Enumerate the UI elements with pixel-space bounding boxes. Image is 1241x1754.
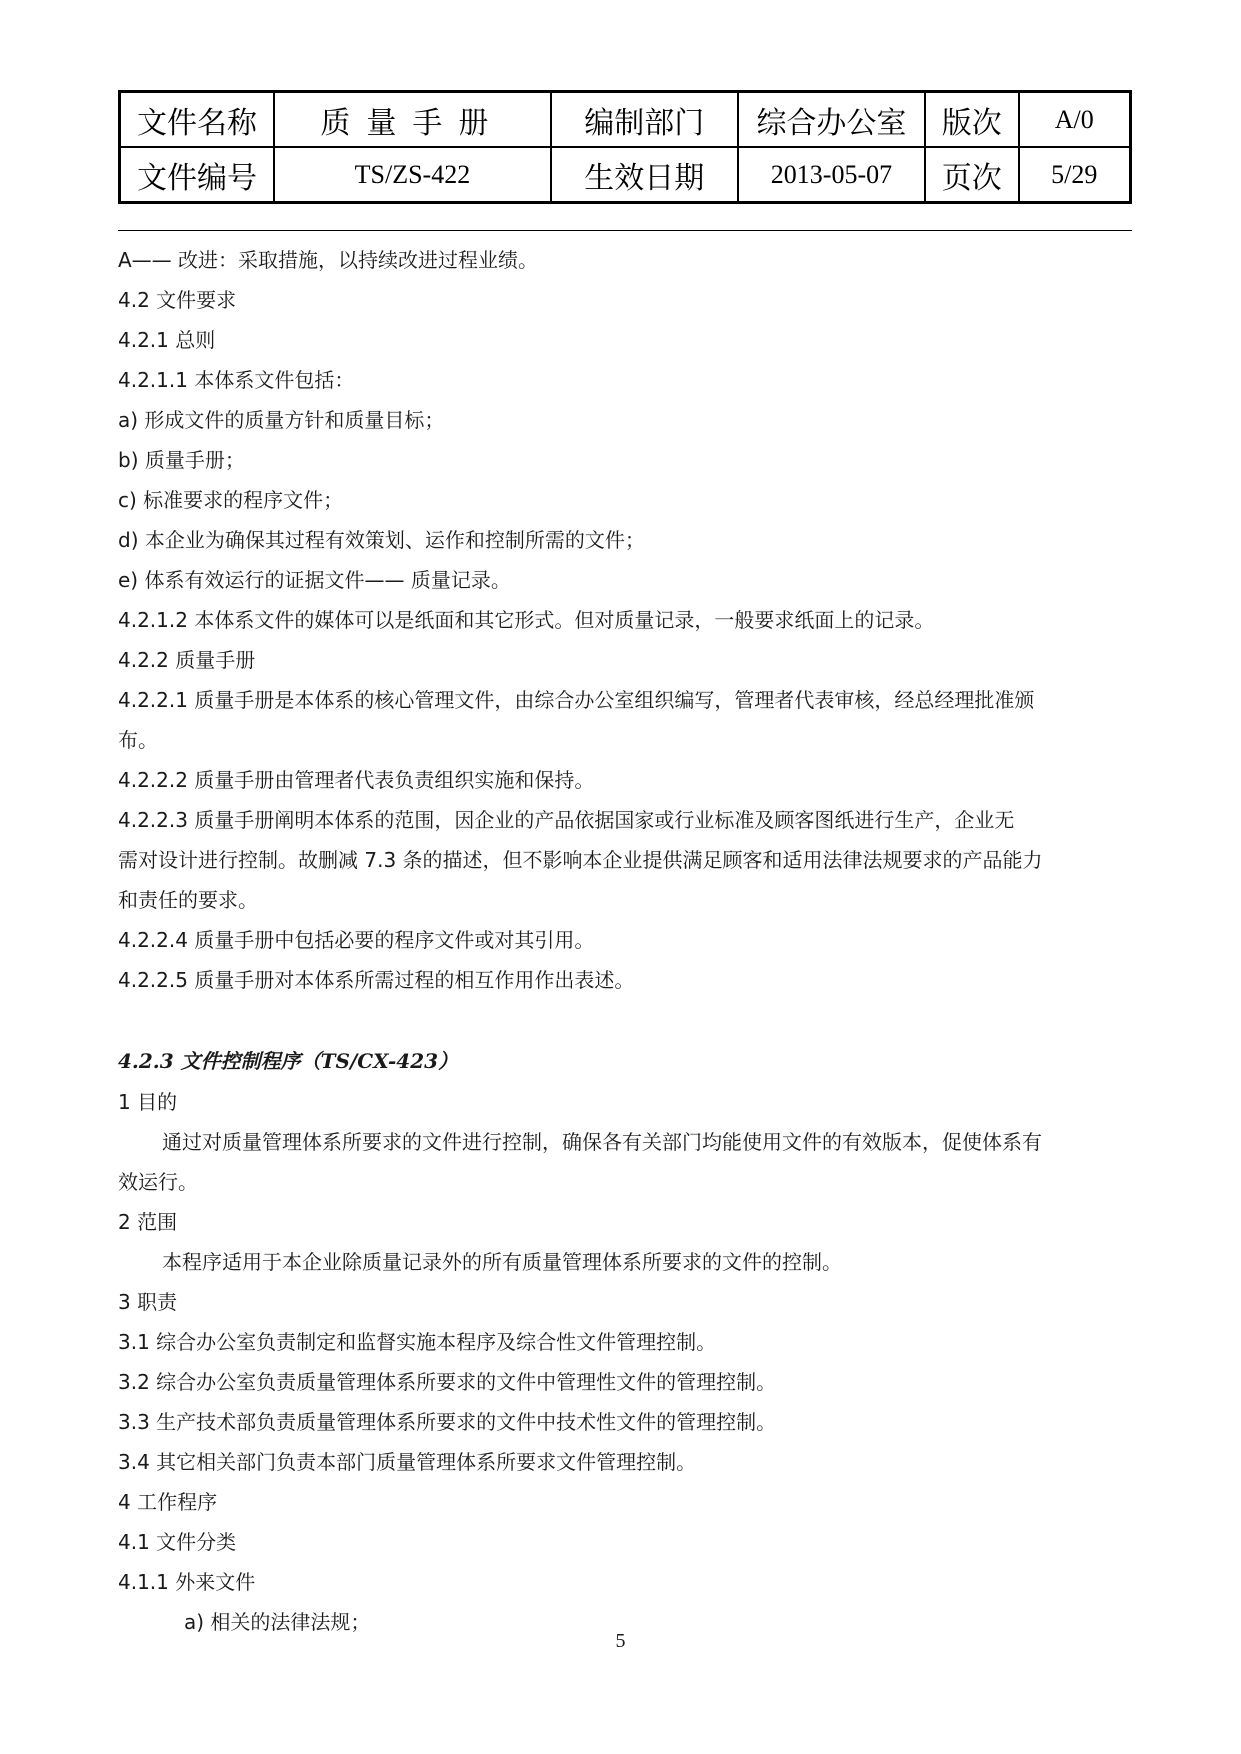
text-line: 4.2.2.2 质量手册由管理者代表负责组织实施和保持。 — [118, 768, 595, 792]
text-line: 需对设计进行控制。故删减 7.3 条的描述，但不影响本企业提供满足顾客和适用法律法规要求的产品能力 — [118, 848, 1043, 872]
page-number: 5 — [615, 1630, 626, 1652]
list-item: b) 质量手册； — [118, 448, 245, 472]
file-no-value: TS/ZS-422 — [274, 147, 551, 203]
text-line: 本程序适用于本企业除质量记录外的所有质量管理体系所要求的文件的控制。 — [162, 1250, 842, 1274]
procedure-heading: 4.2.3 文件控制程序（TS/CX-423） — [118, 1049, 459, 1073]
section-heading: 4 工作程序 — [118, 1490, 218, 1514]
text-line: 4.2.1.2 本体系文件的媒体可以是纸面和其它形式。但对质量记录，一般要求纸面上的记录。 — [118, 608, 935, 632]
date-value: 2013-05-07 — [738, 147, 925, 203]
header-row-2 — [120, 147, 1131, 203]
list-item: a) 相关的法律法规； — [184, 1610, 371, 1634]
text-line: 4.2.2.4 质量手册中包括必要的程序文件或对其引用。 — [118, 928, 595, 952]
document-header-table — [118, 90, 1132, 204]
document-body — [118, 240, 1132, 1642]
text-line: 和责任的要求。 — [118, 888, 258, 912]
section-heading: 4.2 文件要求 — [118, 288, 237, 312]
text-line: 布。 — [118, 728, 158, 752]
section-heading: 4.2.1 总则 — [118, 328, 216, 352]
page-value: 5/29 — [1019, 147, 1131, 203]
list-item: a) 形成文件的质量方针和质量目标； — [118, 408, 445, 432]
file-no-label: 文件编号 — [120, 147, 275, 203]
file-name-label: 文件名称 — [120, 92, 275, 148]
text-line: 3.1 综合办公室负责制定和监督实施本程序及综合性文件管理控制。 — [118, 1330, 717, 1354]
text-line: 3.2 综合办公室负责质量管理体系所要求的文件中管理性文件的管理控制。 — [118, 1370, 777, 1394]
dept-value: 综合办公室 — [738, 92, 925, 148]
section-heading: 2 范围 — [118, 1210, 178, 1234]
list-item: c) 标准要求的程序文件； — [118, 488, 344, 512]
section-heading: 4.1 文件分类 — [118, 1530, 237, 1554]
section-heading: 4.2.2 质量手册 — [118, 648, 256, 672]
version-label: 版次 — [925, 92, 1019, 148]
date-label: 生效日期 — [551, 147, 738, 203]
section-heading: 1 目的 — [118, 1090, 178, 1114]
page-label: 页次 — [925, 147, 1019, 203]
text-line: 4.2.1.1 本体系文件包括： — [118, 368, 355, 392]
section-heading: 3 职责 — [118, 1290, 178, 1314]
text-line: 4.2.2.3 质量手册阐明本体系的范围，因企业的产品依据国家或行业标准及顾客图纸进行生产，企业无 — [118, 808, 1015, 832]
list-item: e) 体系有效运行的证据文件—— 质量记录。 — [118, 568, 511, 592]
version-value: A/0 — [1019, 92, 1131, 148]
list-item: d) 本企业为确保其过程有效策划、运作和控制所需的文件； — [118, 528, 645, 552]
text-line: 通过对质量管理体系所要求的文件进行控制，确保各有关部门均能使用文件的有效版本，促使体系有 — [162, 1130, 1042, 1154]
file-name-value: 质量手册 — [274, 92, 551, 148]
text-line: 3.4 其它相关部门负责本部门质量管理体系所要求文件管理控制。 — [118, 1450, 697, 1474]
text-line: 4.2.2.1 质量手册是本体系的核心管理文件，由综合办公室组织编写，管理者代表审核，经总经理批准颁 — [118, 688, 1035, 712]
text-line: 4.2.2.5 质量手册对本体系所需过程的相互作用作出表述。 — [118, 968, 635, 992]
text-line: 效运行。 — [118, 1170, 198, 1194]
dept-label: 编制部门 — [551, 92, 738, 148]
text-line: 3.3 生产技术部负责质量管理体系所要求的文件中技术性文件的管理控制。 — [118, 1410, 777, 1434]
text-line: A—— 改进：采取措施，以持续改进过程业绩。 — [118, 248, 539, 272]
header-divider — [118, 230, 1132, 231]
header-row-1 — [120, 92, 1131, 148]
section-heading: 4.1.1 外来文件 — [118, 1570, 256, 1594]
